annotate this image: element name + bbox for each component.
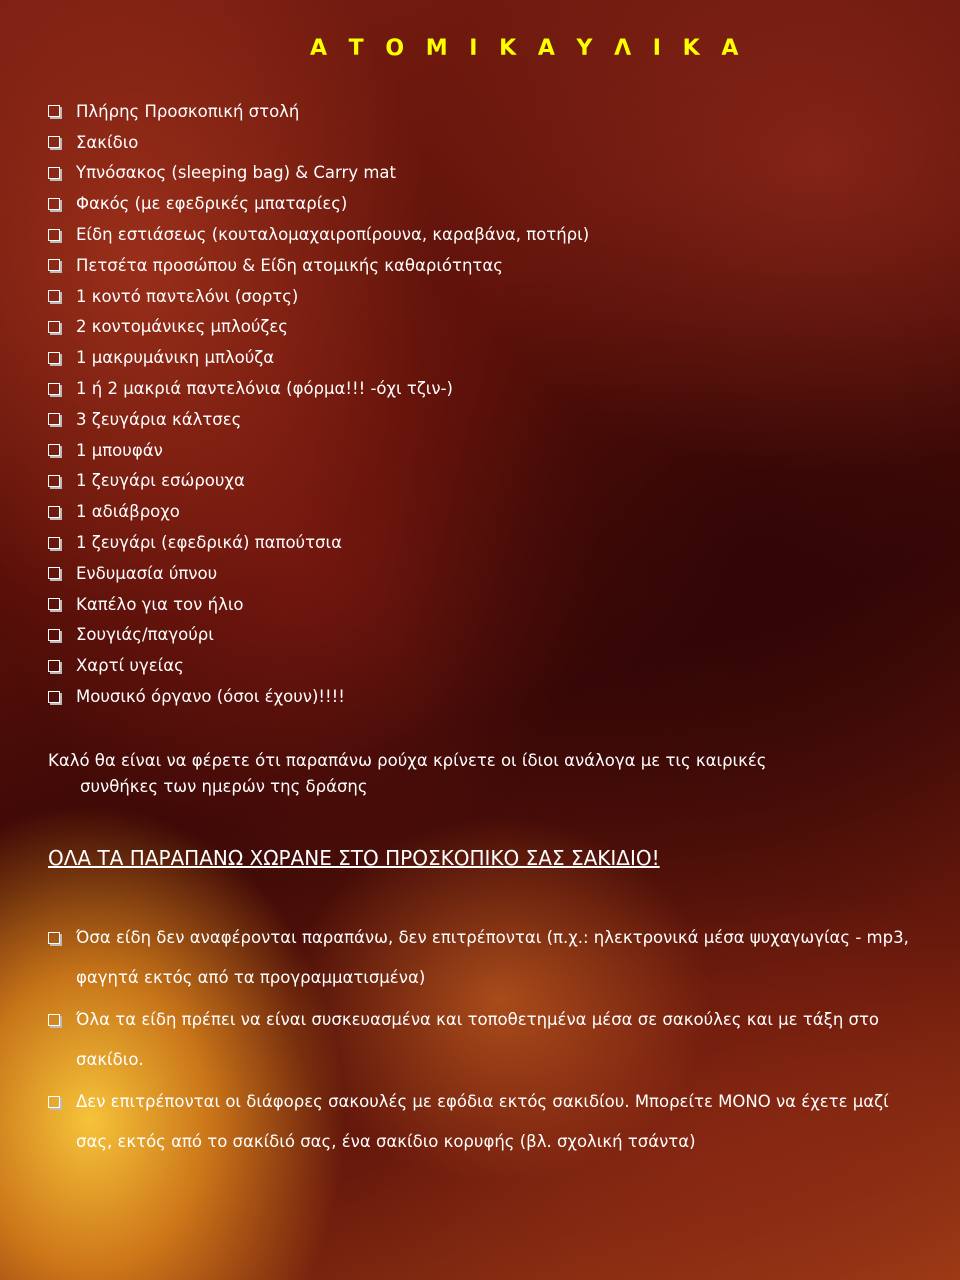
list-item <box>48 96 589 127</box>
checkbox-icon <box>48 229 60 241</box>
page-title: Α Τ Ο Μ Ι Κ Α Υ Λ Ι Κ Α <box>310 36 746 61</box>
rule-item <box>48 1000 918 1080</box>
rule-text: Δεν επιτρέπονται οι διάφορες σακουλές με εφόδια εκτός σακιδίου. Μπορείτε ΜΟΝΟ να έχετε μαζί σας, εκτός από το σακίδιό σας, ένα σακίδιο κορυφής (βλ. σχολική τσάντα) <box>76 1092 889 1151</box>
checkbox-icon <box>48 105 60 117</box>
checkbox-icon <box>48 259 60 271</box>
list-item <box>48 219 589 250</box>
checkbox-icon <box>48 506 60 518</box>
clothing-note <box>48 748 928 800</box>
rule-text: Όσα είδη δεν αναφέρονται παραπάνω, δεν επιτρέπονται (π.χ.: ηλεκτρονικά μέσα ψυχαγωγίας - mp3, φαγητά εκτός από τα προγραμματισμένα) <box>76 928 909 987</box>
list-item-label: Φακός (με εφεδρικές μπαταρίες) <box>76 194 348 214</box>
checkbox-icon <box>48 660 60 672</box>
checkbox-icon <box>48 383 60 395</box>
checkbox-icon <box>48 167 60 179</box>
note-line-1: Καλό θα είναι να φέρετε ότι παραπάνω ρούχα κρίνετε οι ίδιοι ανάλογα με τις καιρικές <box>48 751 767 770</box>
list-item-label: 1 ζευγάρι εσώρουχα <box>76 471 245 491</box>
list-item <box>48 373 589 404</box>
checkbox-icon <box>48 691 60 703</box>
list-item-label: Σουγιάς/παγούρι <box>76 625 214 645</box>
list-item-label: 1 μπουφάν <box>76 440 163 460</box>
checkbox-icon <box>48 290 60 302</box>
equipment-list <box>48 96 589 712</box>
checkbox-icon <box>48 352 60 364</box>
list-item <box>48 466 589 497</box>
list-item <box>48 127 589 158</box>
checkbox-icon <box>48 475 60 487</box>
list-item-label: Ενδυμασία ύπνου <box>76 563 218 583</box>
list-item <box>48 496 589 527</box>
list-item-label: 1 ή 2 μακριά παντελόνια (φόρμα!!! -όχι τζιν-) <box>76 379 453 399</box>
list-item <box>48 250 589 281</box>
list-item <box>48 620 589 651</box>
list-item-label: 1 αδιάβροχο <box>76 502 180 522</box>
list-item <box>48 188 589 219</box>
list-item-label: 1 μακρυμάνικη μπλούζα <box>76 348 275 368</box>
rules-list <box>48 918 918 1164</box>
list-item <box>48 342 589 373</box>
checkbox-icon <box>48 1096 60 1108</box>
checkbox-icon <box>48 444 60 456</box>
checkbox-icon <box>48 567 60 579</box>
list-item <box>48 158 589 189</box>
checkbox-icon <box>48 537 60 549</box>
list-item-label: Καπέλο για τον ήλιο <box>76 594 244 614</box>
list-item <box>48 650 589 681</box>
list-item <box>48 527 589 558</box>
list-item <box>48 312 589 343</box>
list-item-label: 1 κοντό παντελόνι (σορτς) <box>76 286 299 306</box>
checkbox-icon <box>48 629 60 641</box>
list-item-label: 1 ζευγάρι (εφεδρικά) παπούτσια <box>76 533 342 553</box>
list-item-label: 2 κοντομάνικες μπλούζες <box>76 317 288 337</box>
checkbox-icon <box>48 136 60 148</box>
list-item <box>48 681 589 712</box>
list-item-label: Πετσέτα προσώπου & Είδη ατομικής καθαριότητας <box>76 255 503 275</box>
checkbox-icon <box>48 413 60 425</box>
list-item-label: Χαρτί υγείας <box>76 656 184 676</box>
list-item-label: Είδη εστιάσεως (κουταλομαχαιροπίρουνα, καραβάνα, ποτήρι) <box>76 225 590 245</box>
note-line-2: συνθήκες των ημερών της δράσης <box>80 777 368 796</box>
list-item <box>48 404 589 435</box>
backpack-warning: ΟΛΑ ΤΑ ΠΑΡΑΠΑΝΩ ΧΩΡΑΝΕ ΣΤΟ ΠΡΟΣΚΟΠΙΚΟ ΣΑΣ ΣΑΚΙΔΙΟ! <box>48 846 660 870</box>
list-item-label: Μουσικό όργανο (όσοι έχουν)!!!! <box>76 687 345 707</box>
list-item-label: Υπνόσακος (sleeping bag) & Carry mat <box>76 163 396 183</box>
checkbox-icon <box>48 932 60 944</box>
checkbox-icon <box>48 1014 60 1026</box>
rule-text: Όλα τα είδη πρέπει να είναι συσκευασμένα και τοποθετημένα μέσα σε σακούλες και με τάξη στο σακίδιο. <box>76 1010 880 1069</box>
list-item <box>48 435 589 466</box>
list-item-label: Σακίδιο <box>76 132 139 152</box>
rule-item <box>48 1082 918 1162</box>
rule-item <box>48 918 918 998</box>
list-item-label: 3 ζευγάρια κάλτσες <box>76 409 242 429</box>
checkbox-icon <box>48 198 60 210</box>
list-item <box>48 558 589 589</box>
checkbox-icon <box>48 598 60 610</box>
list-item-label: Πλήρης Προσκοπική στολή <box>76 101 300 121</box>
list-item <box>48 589 589 620</box>
checkbox-icon <box>48 321 60 333</box>
list-item <box>48 281 589 312</box>
